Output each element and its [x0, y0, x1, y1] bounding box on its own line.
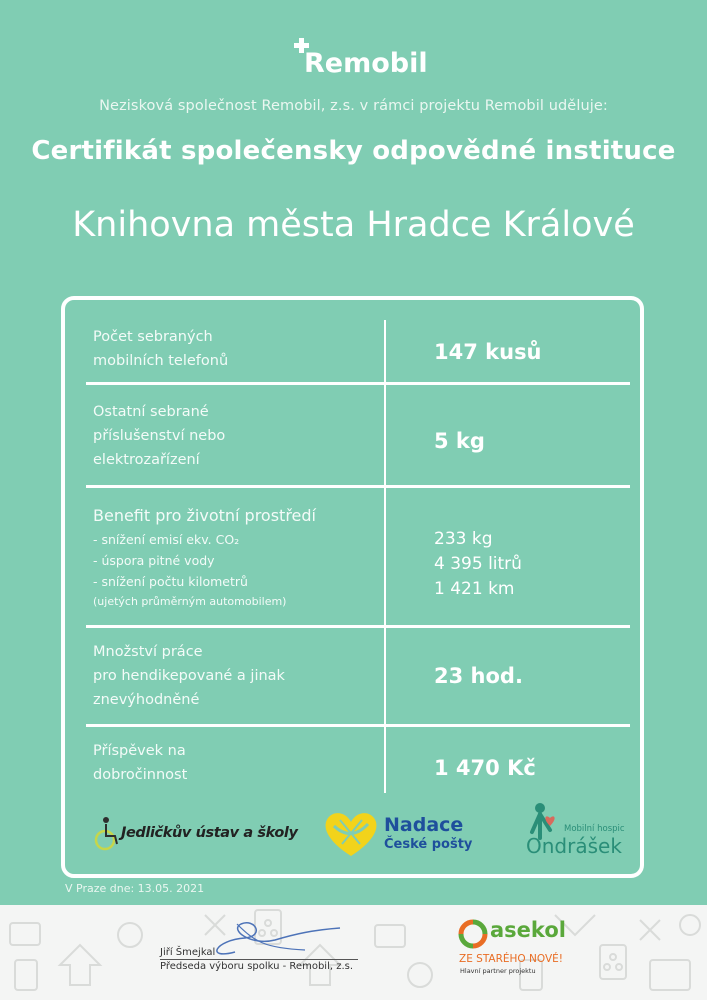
heart-icon [320, 808, 382, 860]
row-value-phones: 147 kusů [434, 340, 542, 364]
row-divider [86, 485, 630, 488]
certificate-title: Certifikát společensky odpovědné instituce [31, 136, 676, 166]
intro-text: Nezisková společnost Remobil, z.s. v rámci projektu Remobil uděluje: [99, 98, 608, 114]
recycle-icon [458, 919, 488, 949]
jedlicka-logo: Jedličkův ústav a školy [93, 814, 293, 854]
row-value-accessories: 5 kg [434, 429, 485, 453]
signatory-name: Jiří Šmejkal [160, 947, 216, 958]
signature-scribble [195, 912, 345, 962]
row-value-work: 23 hod. [434, 664, 523, 688]
row-label-accessories: Ostatní sebrané příslušenství nebo elektrozařízení [93, 404, 226, 468]
row-values-environment: 233 kg 4 395 litrů 1 421 km [434, 529, 522, 599]
brand-text: Remobil [304, 48, 428, 76]
recipient-name: Knihovna města Hradce Králové [72, 205, 635, 245]
row-label-phones: Počet sebraných mobilních telefonů [93, 329, 229, 369]
issue-date: V Praze dne: 13.05. 2021 [65, 882, 205, 895]
column-divider [384, 320, 386, 793]
nadace-ceske-posty-logo: Nadace České pošty [320, 808, 475, 860]
footer [0, 905, 707, 1000]
wheelchair-icon [93, 814, 123, 854]
row-divider [86, 724, 630, 727]
row-label-environment: Benefit pro životní prostředí - snížení emisí ekv. CO₂ - úspora pitné vody - snížení počtu kilometrů (ujetých průměrným automobilem) [93, 506, 316, 608]
row-divider [86, 382, 630, 385]
ondrasek-logo: Mobilní hospic Ondrášek [524, 802, 624, 858]
signature-line [160, 959, 358, 960]
asekol-logo: asekol ZE STARÉHO NOVÉ! Hlavní partner projektu [459, 918, 566, 975]
row-value-charity: 1 470 Kč [434, 756, 536, 780]
row-label-charity: Příspěvek na dobročinnost [93, 743, 188, 783]
signatory-role: Předseda výboru spolku - Remobil, z.s. [160, 961, 354, 972]
remobil-logo [0, 36, 707, 76]
row-divider [86, 625, 630, 628]
pattern-decoration [0, 905, 707, 1000]
row-label-work: Množství práce pro hendikepované a jinak znevýhodněné [93, 644, 285, 708]
